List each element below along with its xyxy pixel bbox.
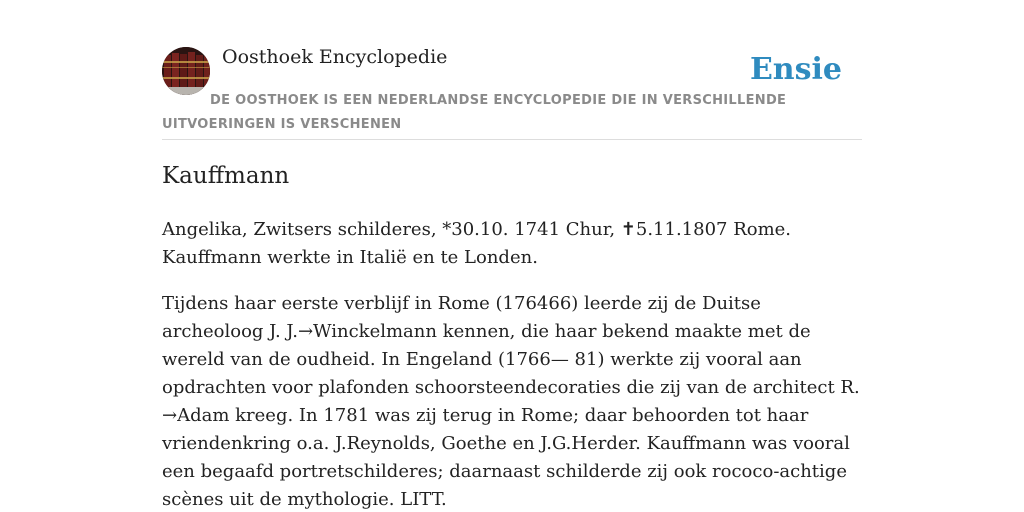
avatar[interactable] [162, 47, 210, 95]
brand-logo-link[interactable]: Ensie [749, 52, 842, 87]
page [162, 0, 862, 512]
article-paragraph: Tijdens haar eerste verblijf in Rome (176466) leerde zij de Duitse archeoloog J. J.→Winckelmann kennen, die haar bekend maakte met de wereld van de oudheid. In Engeland (1766— 81) werkte zij vooral aan opdrachten voor plafonden schoorsteendecoraties die zij van de architect R. →Adam kreeg. In 1781 was zij terug in Rome; daar behoorden tot haar vriendenkring o.a. J.Reynolds, Goethe en J.G.Herder. Kauffmann was vooral een begaafd portretschilderes; daarnaast schilderde zij ook rococo-achtige scènes uit de mythologie. LITT. [162, 293, 860, 510]
page-title: Kauffmann [162, 163, 290, 189]
article-paragraph: Angelika, Zwitsers schilderes, *30.10. 1741 Chur, ✝5.11.1807 Rome. Kauffmann werkte in Italië en te Londen. [162, 219, 792, 268]
header [162, 0, 862, 140]
source-tagline: DE OOSTHOEK IS EEN NEDERLANDSE ENCYCLOPEDIE DIE IN VERSCHILLENDE UITVOERINGEN IS VERSCHENEN [162, 93, 787, 132]
source-name[interactable]: Oosthoek Encyclopedie [222, 46, 448, 68]
encyclopedia-books-icon [162, 47, 210, 95]
article-body [162, 216, 864, 512]
